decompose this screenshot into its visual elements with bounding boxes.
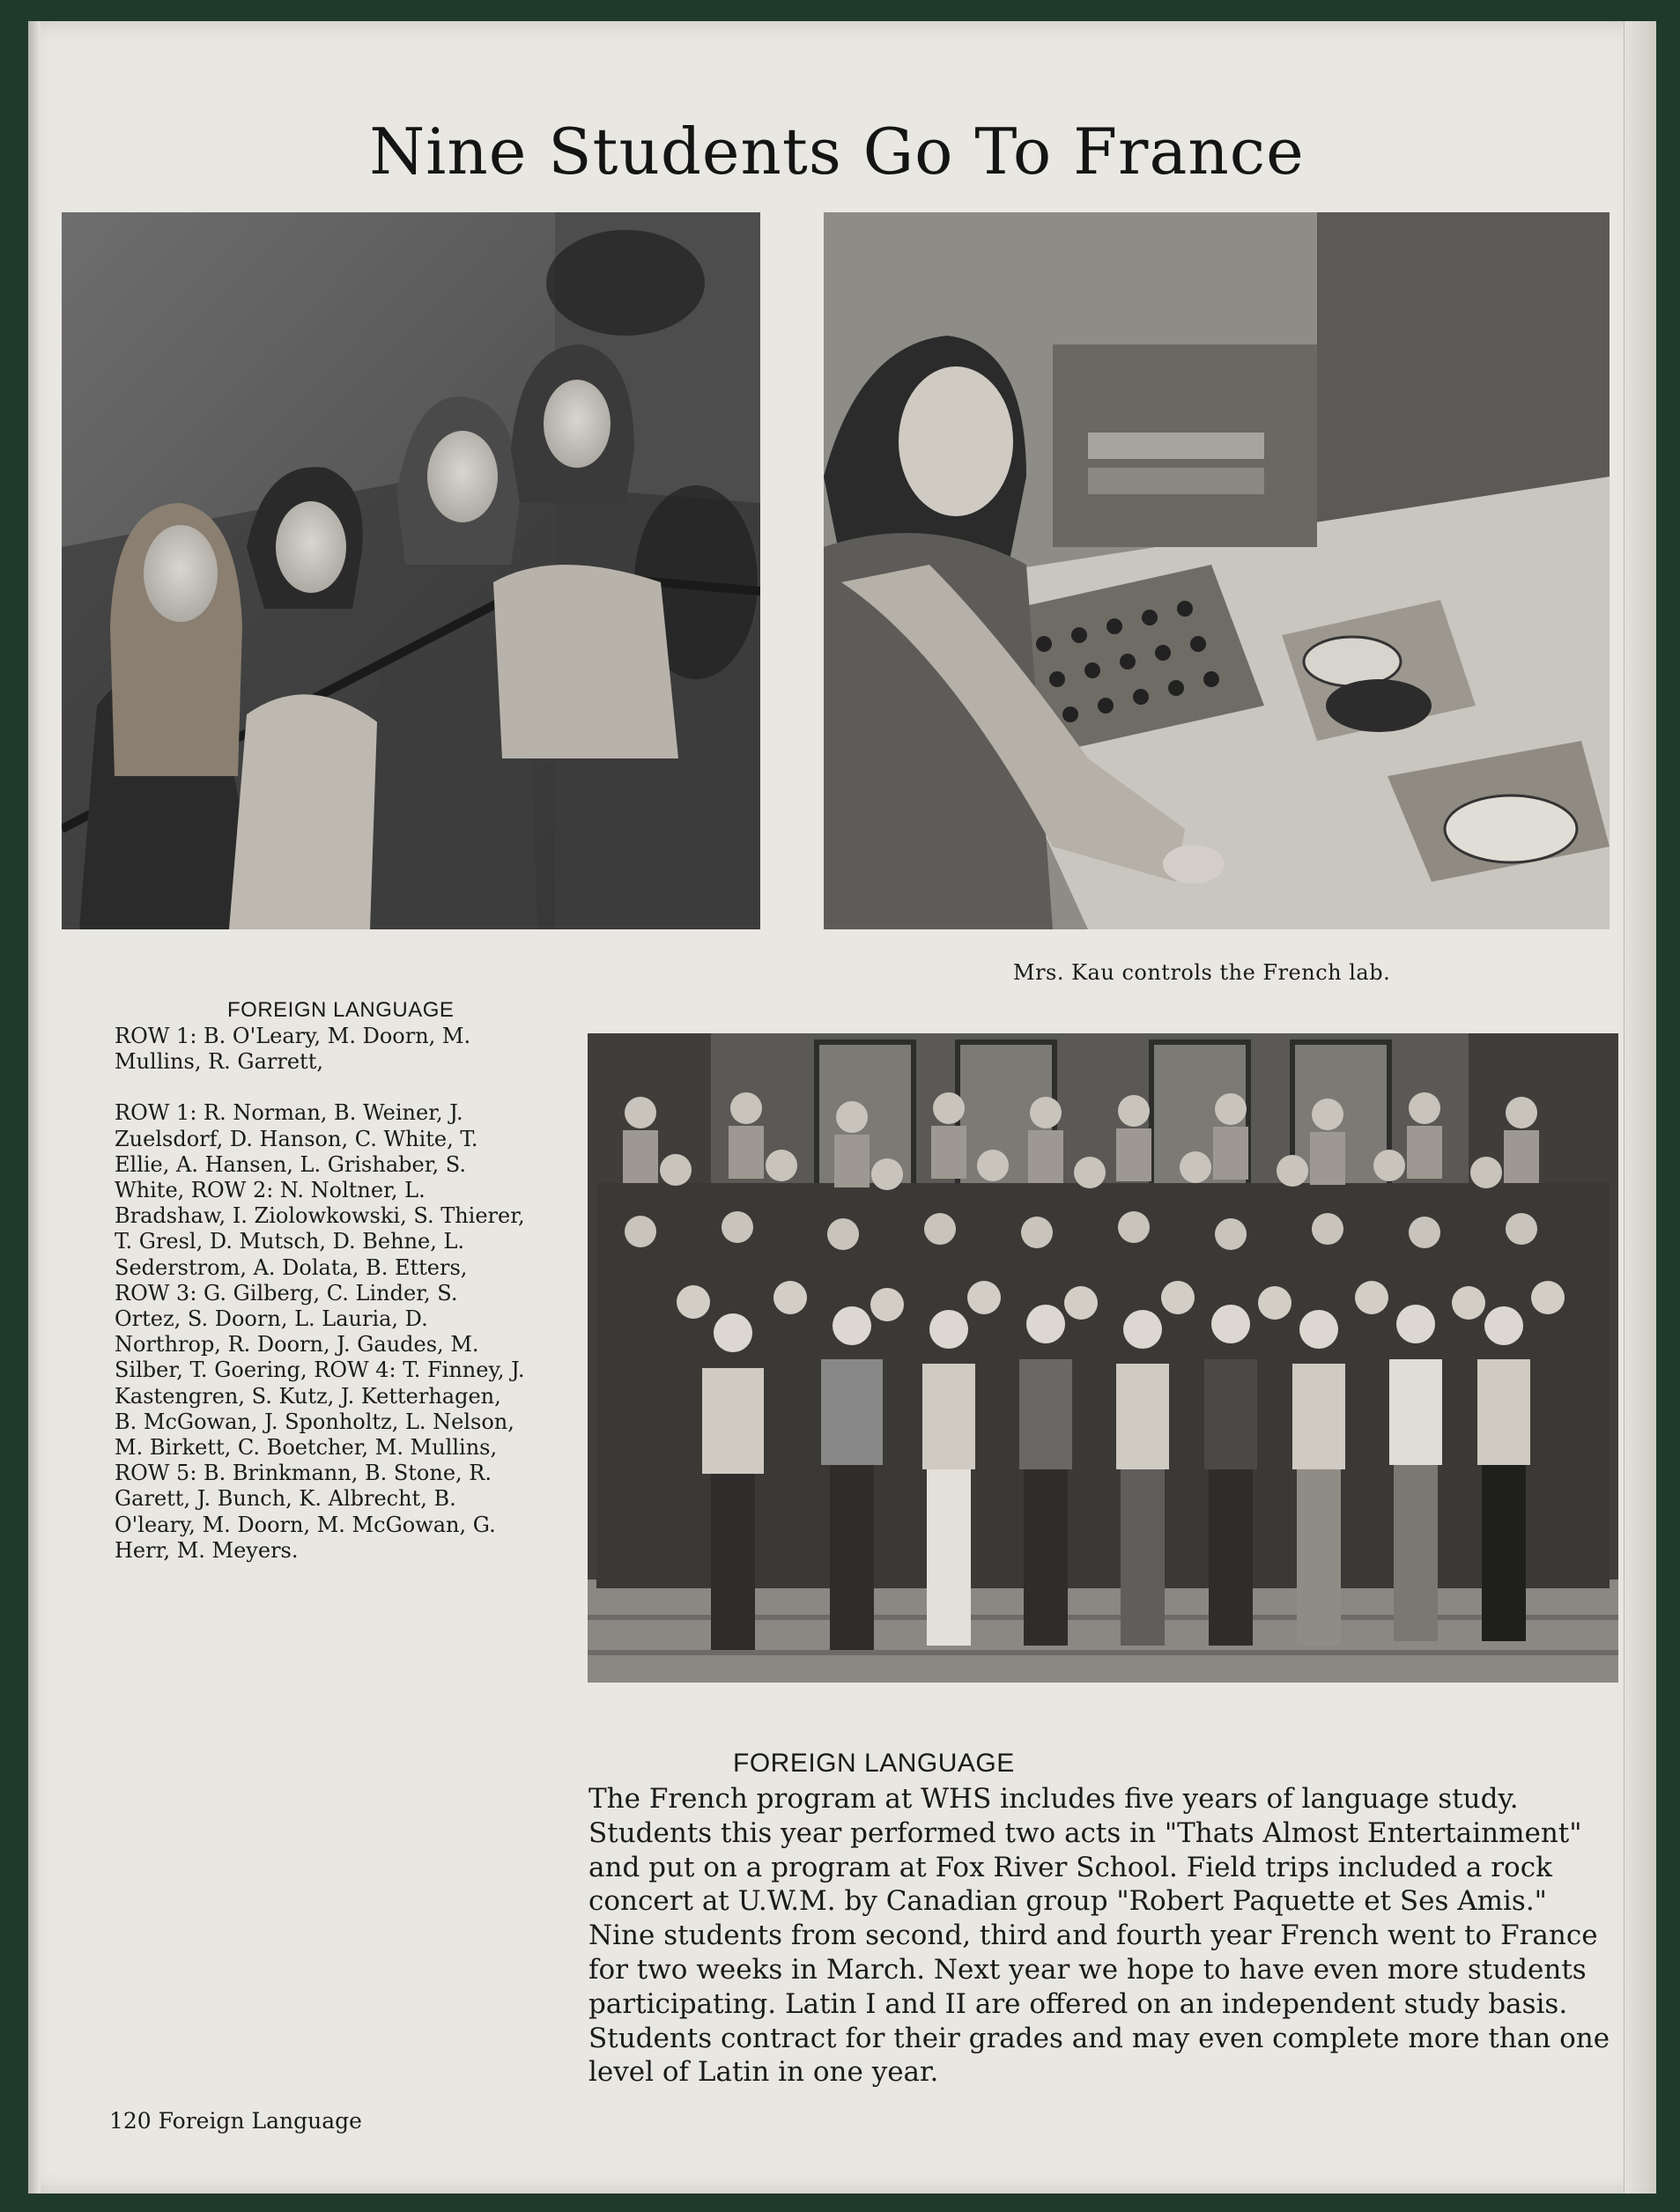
spine-edge bbox=[28, 21, 41, 2194]
page-title: Nine Students Go To France bbox=[369, 115, 1305, 189]
article-body: The French program at WHS includes five years of language study. Students this year performed two acts in "Thats Almost Entertainment" and put on a program at Fox River School. Field trips included a rock concert at U.W.M. by Canadian group "Robert Paquette et Ses Amis." Nine students from second, third and fourth year French went to France for two weeks in March. Next year we hope to have even more students participating. Latin I and II are offered on an independent study basis. Students contract for their grades and may even complete more than one level of Latin in one year. bbox=[588, 1783, 1610, 2089]
roster-paragraph-2: ROW 1: R. Norman, B. Weiner, J. Zuelsdorf, D. Hanson, C. White, T. Ellie, A. Hansen, L. Grishaber, S. White, ROW 2: N. Noltner, L. Bradshaw, I. Ziolowkowski, S. Thierer, T. Gresl, D. Mutsch, D. Behne, L. Sederstrom, A. Dolata, B. Etters, ROW 3: G. Gilberg, C. Linder, S. Ortez, S. Doorn, L. Lauria, D. Northrop, R. Doorn, J. Gaudes, M. Silber, T. Goering, ROW 4: T. Finney, J. Kastengren, S. Kutz, J. Ketterhagen, B. McGowan, J. Sponholtz, L. Nelson, M. Birkett, C. Boetcher, M. Mullins, ROW 5: B. Brinkmann, B. Stone, R. Garett, J. Bunch, K. Albrecht, B. O'leary, M. Doorn, M. McGowan, G. Herr, M. Meyers. bbox=[115, 1100, 525, 1563]
roster-heading: FOREIGN LANGUAGE bbox=[227, 998, 455, 1022]
photo-french-lab bbox=[824, 212, 1610, 929]
photo-group bbox=[588, 1033, 1618, 1683]
page-right-edge bbox=[1624, 21, 1656, 2194]
photo-group-image bbox=[588, 1033, 1618, 1683]
roster-paragraph-1: ROW 1: B. O'Leary, M. Doorn, M. Mullins, R. Garrett, bbox=[115, 1024, 471, 1075]
roster-names bbox=[115, 1024, 529, 1564]
lab-photo-caption: Mrs. Kau controls the French lab. bbox=[1013, 960, 1391, 985]
article-heading: FOREIGN LANGUAGE bbox=[733, 1749, 1015, 1778]
page-footer: 120 Foreign Language bbox=[109, 2108, 362, 2134]
photo-girls-stairs-image bbox=[62, 212, 760, 929]
photo-french-lab-image bbox=[824, 212, 1610, 929]
photo-girls-stairs bbox=[62, 212, 760, 929]
